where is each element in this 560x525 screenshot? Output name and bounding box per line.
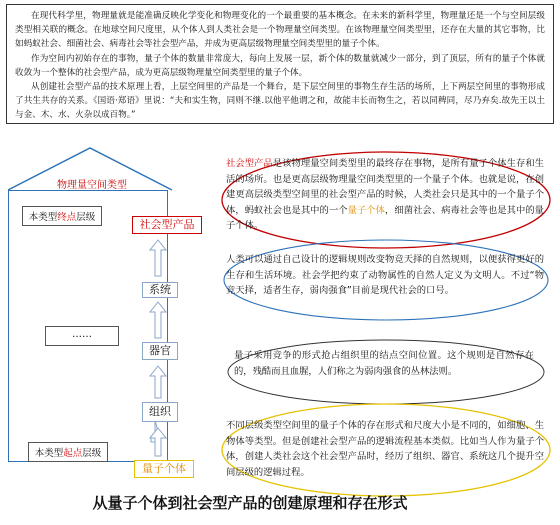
- arrow-up-icon: [148, 238, 168, 278]
- arrow-up-icon: [148, 426, 168, 458]
- middle-levels-ellipsis: ……: [45, 326, 119, 346]
- top-level-label: [22, 206, 102, 226]
- bottom-level-text-b: 层级: [82, 448, 102, 459]
- bottom-level-highlight: 起点: [63, 448, 83, 459]
- node-social-product: 社会型产品: [132, 216, 202, 234]
- bottom-level-label: [28, 442, 108, 462]
- intro-paragraph-3: 从创建社会型产品的技术原理上看，上层空间里的产品是一个舞台，是下层空间里的事物生存生活的场所，上下两层空间里的事物形成了共生共存的关系。《国语·郑语》里说：“夫和实生物，同则不继.以他平他谓之和，故能丰长而物生之，若以同稗同，尽乃弃矣.故先王以土与金、木、水、火杂以成百物。”: [15, 82, 545, 121]
- physical-quantity-space-type-title: 物理量空间类型: [57, 180, 127, 191]
- arrow-up-icon: [148, 300, 168, 340]
- bubble-social-product-highlight: 量子个体: [347, 204, 386, 216]
- bottom-level-text-a: 本类型: [34, 448, 64, 459]
- bubble-social-product-term: 社会型产品: [226, 158, 273, 169]
- node-quantum-individual: 量子个体: [134, 460, 194, 478]
- bubble-social-product-text-b: ，细菌社会、病毒社会等也是其中的量子个体。: [226, 204, 544, 231]
- bubble-quantum-individual: 不同层级类型空间里的量子个体的存在形式和尺度大小是不同的，如细胞、生物体等类型。但是创建社会型产品的逻辑流程基本类似。比如当人作为量子个体，创建人类社会这个社会型产品时，经历了组织、器官、系统这几个提升空间层级的逻辑过程。: [226, 420, 544, 478]
- intro-paragraph-2: 作为空间内初始存在的事物，量子个体的数量非常庞大，每向上发展一层，新个体的数量就减少一部分，到了顶层，所有的量子个体就收敛为一个整体的社会型产品，成为更高层级物理量空间类型里的量子个体。: [15, 53, 545, 78]
- bubble-organ: 量子采用竞争的形式抢占组织里的结点空间位置。这个规则是自然存在的，残酷而且血腥，人们称之为弱肉强食的丛林法则。: [234, 350, 534, 377]
- bubble-social-product-text-a: 是该物理量空间类型里的最终存在事物，是所有量子个体生存和生活的场所。也是更高层级物理量空间类型里的一个量子个体。也就是说，在创建更高层级类型空间里的社会型产品的时候，人类社会只是其中的一个量子个体，蚂蚁社会也是其中的一个: [226, 158, 544, 216]
- node-tissue: 组织: [142, 402, 178, 422]
- top-level-text-a: 本类型: [28, 212, 58, 223]
- top-level-highlight: 终点: [57, 212, 77, 223]
- node-system: 系统: [142, 282, 178, 298]
- figure-caption: 从量子个体到社会型产品的创建原理和存在形式: [92, 494, 408, 512]
- node-organ: 器官: [142, 342, 178, 360]
- intro-text-box: [6, 4, 554, 124]
- bubble-social-product: [226, 156, 544, 234]
- bubble-system: 人类可以通过自己设计的逻辑规则改变物竞天择的自然规则，以便获得更好的生存和生活环境。社会学把约束了动物属性的自然人定义为文明人。不过“物竞天择，适者生存，弱肉强食”目前是现代社会的口号。: [226, 254, 544, 296]
- arrow-up-icon: [148, 364, 168, 400]
- top-level-text-b: 层级: [76, 212, 96, 223]
- intro-paragraph-1: 在现代科学里，物理量就是能准确反映化学变化和物理变化的一个最重要的基本概念。在未来的新科学里，物理量还是一个与空间层级类型相关联的概念。在地球空间尺度里，从个体人到人类社会是一个物理量空间类型。在该物理量空间类型里，还存在大量的其它事物，比如蚂蚁社会、细菌社会、病毒社会等社会型产品，并成为更高层级物理量空间类型里的量子个体。: [15, 11, 545, 50]
